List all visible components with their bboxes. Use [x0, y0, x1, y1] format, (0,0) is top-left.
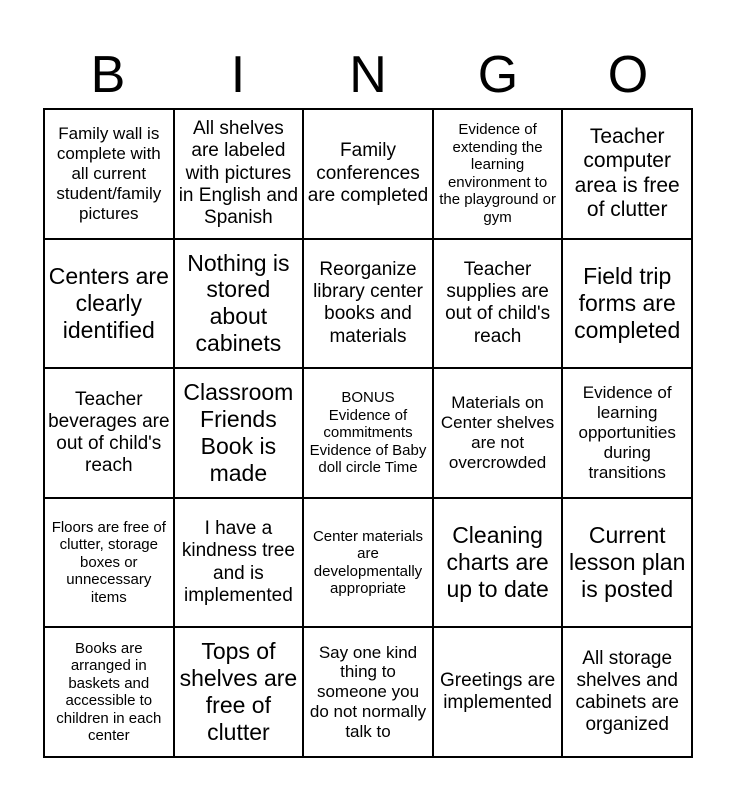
cell-text: Family wall is complete with all current student/family pictures — [56, 124, 162, 223]
bingo-cell[interactable] — [174, 109, 304, 239]
bingo-cell[interactable] — [562, 109, 692, 239]
bingo-cell[interactable] — [44, 498, 174, 628]
title-letter-n: N — [349, 46, 387, 104]
bingo-cell[interactable] — [44, 239, 174, 369]
bingo-cell[interactable] — [562, 627, 692, 757]
bingo-card — [43, 108, 693, 758]
cell-text: Teacher beverages are out of child's reach — [48, 388, 170, 477]
bingo-cell[interactable] — [44, 368, 174, 498]
bingo-cell[interactable] — [174, 368, 304, 498]
cell-text: Cleaning charts are up to date — [446, 522, 549, 603]
cell-text: Floors are free of clutter, storage boxes or unnecessary items — [51, 518, 166, 606]
bingo-cell[interactable] — [433, 109, 563, 239]
bingo-cell[interactable] — [562, 368, 692, 498]
cell-text: Greetings are implemented — [440, 669, 556, 714]
cell-text: Field trip forms are completed — [574, 263, 681, 343]
cell-text: Center materials are developmentally appropriate — [312, 527, 424, 598]
bingo-cell[interactable] — [433, 239, 563, 369]
bingo-cell[interactable] — [174, 239, 304, 369]
bingo-cell[interactable] — [433, 627, 563, 757]
bingo-cell[interactable] — [44, 627, 174, 757]
bingo-cell[interactable] — [174, 627, 304, 757]
cell-text: All shelves are labeled with pictures in English and Spanish — [178, 118, 299, 229]
title-letter-i: I — [230, 46, 246, 104]
title-letter-b: B — [90, 46, 126, 104]
bingo-title — [43, 44, 693, 106]
bingo-cell[interactable] — [44, 109, 174, 239]
cell-text: Books are arranged in baskets and accessible to children in each center — [56, 639, 162, 745]
cell-text: Materials on Center shelves are not overcrowded — [440, 393, 555, 472]
cell-text: I have a kindness tree and is implemented — [181, 518, 295, 606]
cell-text: Centers are clearly identified — [48, 263, 169, 343]
title-letter-o: O — [607, 46, 649, 104]
bingo-cell[interactable] — [303, 368, 433, 498]
cell-text: Evidence of extending the learning environment to the playground or gym — [439, 121, 556, 226]
cell-text: Classroom Friends Book is made — [183, 379, 294, 486]
bingo-cell[interactable] — [433, 368, 563, 498]
cell-text: Evidence of learning opportunities during transitions — [578, 383, 676, 482]
cell-text: Say one kind thing to someone you do not normally talk to — [309, 642, 427, 741]
cell-text: Reorganize library center books and materials — [313, 258, 423, 347]
bingo-cell[interactable] — [303, 239, 433, 369]
bingo-cell[interactable] — [303, 498, 433, 628]
bingo-cell[interactable] — [562, 498, 692, 628]
cell-text: Nothing is stored about cabinets — [187, 249, 290, 357]
cell-text: Teacher computer area is free of clutter — [574, 124, 680, 222]
cell-text: Tops of shelves are free of clutter — [179, 638, 298, 746]
cell-text: Family conferences are completed — [307, 140, 429, 206]
bingo-cell[interactable] — [303, 109, 433, 239]
bingo-cell[interactable] — [433, 498, 563, 628]
cell-text: Current lesson plan is posted — [569, 522, 686, 603]
bingo-cell[interactable] — [562, 239, 692, 369]
title-letter-g: G — [477, 46, 519, 104]
cell-text: BONUS Evidence of commitments Evidence of Baby doll circle Time — [309, 389, 427, 477]
bingo-cell[interactable] — [303, 627, 433, 757]
bingo-cell[interactable] — [174, 498, 304, 628]
cell-text: Teacher supplies are out of child's reach — [445, 258, 551, 347]
cell-text: All storage shelves and cabinets are organized — [575, 647, 679, 736]
